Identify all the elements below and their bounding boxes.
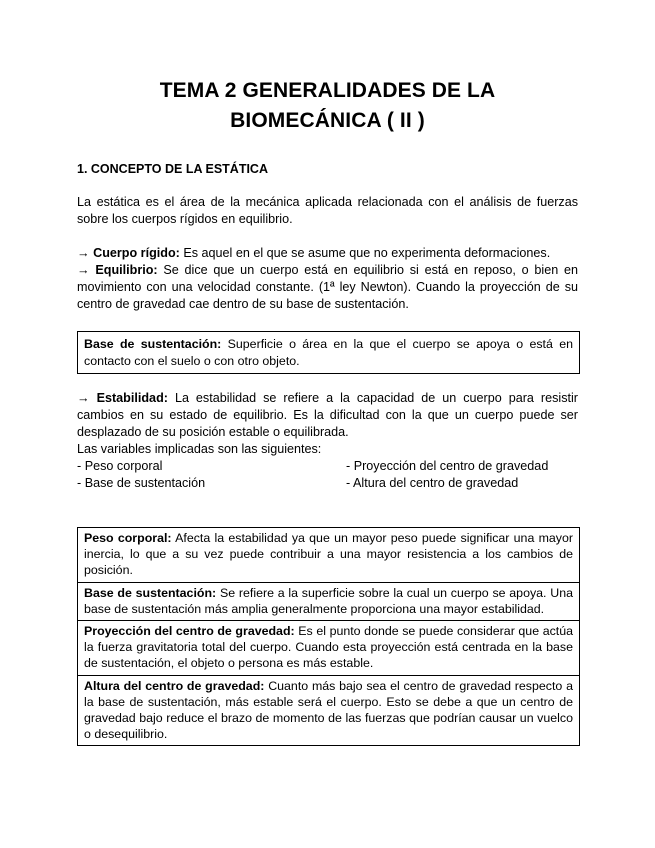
arrow-icon: → [77, 263, 90, 277]
base-sustentacion-box [77, 331, 580, 374]
arrow-icon: → [77, 391, 90, 405]
table-row-label: Altura del centro de gravedad: [84, 678, 265, 693]
table-row [78, 676, 579, 746]
estabilidad-text: La estabilidad se refiere a la capacidad de un cuerpo para resistir cambios en su estado de equilibrio. Es la dificultad con la que un cuerpo puede ser desplazado de su posición estable o equilibrada. [77, 391, 578, 439]
variables-row [77, 458, 578, 475]
estabilidad-block [77, 390, 578, 458]
table-row-label: Proyección del centro de gravedad: [84, 624, 295, 639]
definition-text: Se dice que un cuerpo está en equilibrio si está en reposo, o bien en movimiento con una velocidad constante. (1ª ley Newton). Cuando la proyección de su centro de gravedad cae dentro de su base de sustentación. [77, 263, 578, 311]
definition-cuerpo-rigido [77, 245, 578, 262]
table-row-label: Peso corporal: [84, 531, 172, 545]
table-row [78, 528, 579, 583]
definition-equilibrio [77, 262, 578, 313]
arrow-icon: → [77, 246, 90, 260]
box-label: Base de sustentación: [84, 337, 222, 351]
title-line-1: TEMA 2 GENERALIDADES DE LA [159, 79, 496, 102]
table-row-label: Base de sustentación: [84, 585, 217, 600]
definition-text: Es aquel en el que se asume que no experimenta deformaciones. [183, 246, 551, 260]
table-row [78, 583, 579, 621]
variables-row [77, 475, 578, 492]
table-row-text: Cuanto más bajo sea el centro de gravedad respecto a la base de sustentación, más estable será el cuerpo. Esto se debe a que un centro de gravedad bajo reduce el brazo de momento de las fuerzas que podrían causar un vuelco o desequilibrio. [84, 678, 573, 742]
variables-table [77, 527, 580, 746]
variable-item: - Proyección del centro de gravedad [346, 459, 549, 473]
table-row-text: Se refiere a la superficie sobre la cual un cuerpo se apoya. Una base de sustentación más amplia generalmente proporciona una mayor estabilidad. [84, 585, 573, 616]
definitions-block [77, 245, 578, 313]
variable-item: - Altura del centro de gravedad [346, 476, 519, 490]
intro-paragraph: La estática es el área de la mecánica aplicada relacionada con el análisis de fuerzas sobre los cuerpos rígidos en equilibrio. [77, 195, 578, 226]
table-row-text: Es el punto donde se puede considerar que actúa la fuerza gravitatoria total del cuerpo. Cuando esta proyección está centrada en la base de sustentación, el objeto o persona es más estable. [84, 624, 573, 671]
title-line-2: BIOMECÁNICA ( II ) [230, 109, 425, 132]
table-row [78, 621, 579, 676]
definition-label: Cuerpo rígido: [93, 246, 180, 260]
table-row-text: Afecta la estabilidad ya que un mayor peso puede significar una mayor inercia, lo que a su vez puede contribuir a una mayor resistencia a los cambios de posición. [84, 531, 573, 578]
variable-item: - Base de sustentación [77, 476, 206, 490]
estabilidad-paragraph [77, 390, 578, 441]
estabilidad-label: Estabilidad: [96, 391, 168, 405]
section-heading: 1. CONCEPTO DE LA ESTÁTICA [77, 162, 268, 176]
variables-intro: Las variables implicadas son las siguientes: [77, 442, 322, 456]
definition-label: Equilibrio: [95, 263, 158, 277]
document-title [0, 76, 655, 136]
variable-item: - Peso corporal [77, 459, 163, 473]
variables-list [77, 458, 578, 492]
box-text: Superficie o área en la que el cuerpo se apoya o está en contacto con el suelo o con otro objeto. [84, 337, 573, 368]
